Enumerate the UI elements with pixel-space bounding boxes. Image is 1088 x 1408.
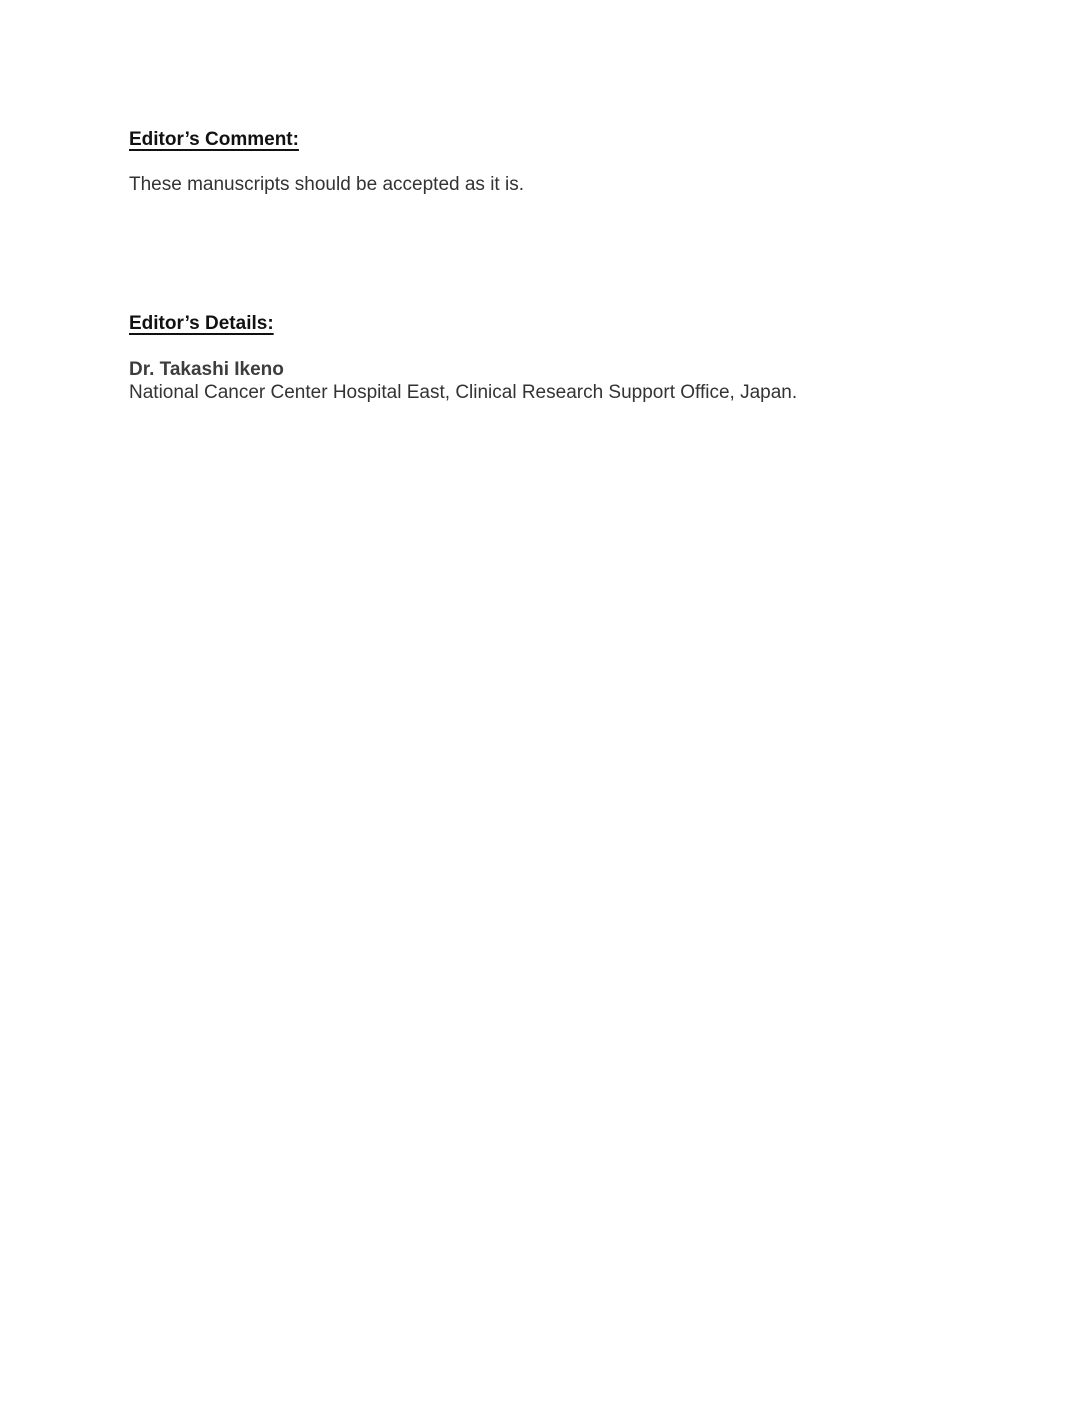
editors-comment-heading: Editor’s Comment: [129,129,299,150]
editors-details-heading: Editor’s Details: [129,313,274,334]
editor-name: Dr. Takashi Ikeno [129,359,284,380]
editor-affiliation: National Cancer Center Hospital East, Clinical Research Support Office, Japan. [129,382,798,403]
editors-comment-body: These manuscripts should be accepted as it is. [129,174,524,195]
